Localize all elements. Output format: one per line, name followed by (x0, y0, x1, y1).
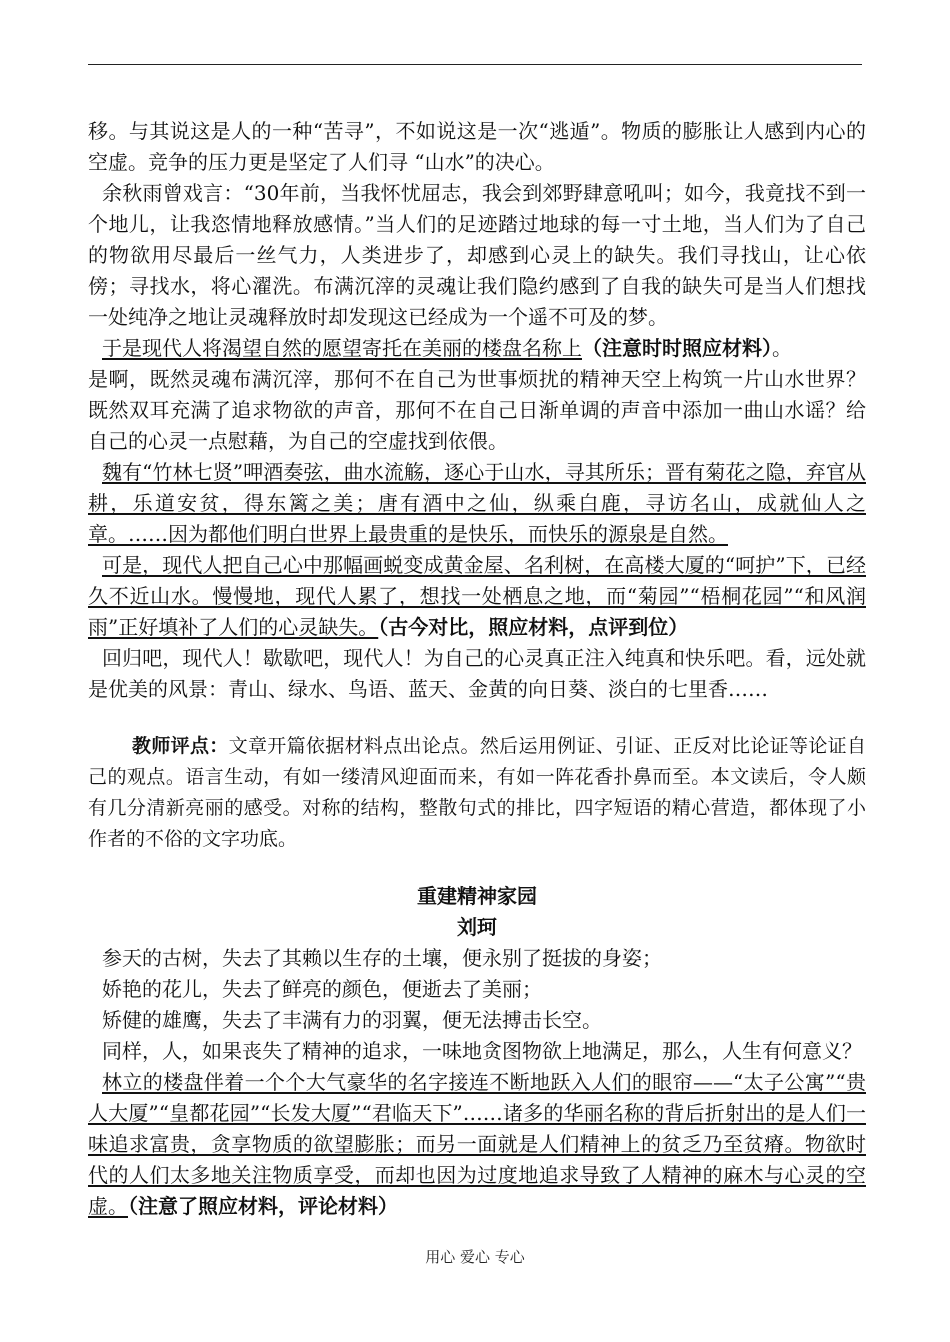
underlined-text: 于是现代人将渴望自然的愿望寄托在美丽的楼盘名称上 (102, 336, 582, 360)
paragraph (88, 457, 866, 550)
teacher-comment-label: 教师评点： (132, 735, 229, 757)
teacher-comment-text: 文章开篇依据材料点出论点。然后运用例证、引证、正反对比论证等论证自己的观点。语言生动，有如一缕清风迎面而来，有如一阵花香扑鼻而至。本文读后，令人颇有几分清新亮丽的感受。对称的结构，整散句式的排比，四字短语的精心营造，都体现了小作者的不俗的文字功底。 (88, 735, 866, 850)
paragraph: 移。与其说这是人的一种“苦寻”，不如说这是一次“逃遁”。物质的膨胀让人感到内心的空虚。竞争的压力更是坚定了人们寻 “山水”的决心。 (88, 119, 866, 174)
paragraph (88, 1067, 866, 1222)
header-rule (88, 64, 862, 65)
inline-comment: （古今对比，照应材料，点评到位） (378, 615, 689, 639)
underlined-text: 魏有“竹林七贤”呷酒奏弦，曲水流觞，逐心于山水，寻其所乐；晋有菊花之隐，弃官从耕，乐道安贫，得东篱之美；唐有酒中之仙，纵乘白鹿，寻访名山，成就仙人之章。……因为都他们明白世界上最贵重的是快乐，而快乐的源泉是自然。 (88, 460, 866, 546)
paragraph (88, 333, 866, 364)
underlined-text: 林立的楼盘伴着一个个大气豪华的名字接连不断地跃入人们的眼帘——“太子公寓”“贵人大厦”“皇都花园”“长发大厦”“君临天下”……诸多的华丽名称的背后折射出的是人们一味追求富贵，贪享物质的欲望膨胀；而另一面就是人们精神上的贫乏乃至贫瘠。物欲时代的人们太多地关注物质享受，而却也因为过度地追求导致了人精神的麻木与心灵的空虚。 (88, 1070, 866, 1218)
paragraph: 是啊，既然灵魂布满沉滓，那何不在自己为世事烦扰的精神天空上构筑一片山水世界？既然双耳充满了追求物欲的声音，那何不在自己日渐单调的声音中添加一曲山水谣？给自己的心灵一点慰藉，为自己的空虚找到依偎。 (88, 367, 866, 453)
underlined-text: 可是，现代人把自己心中那幅画蜕变成黄金屋、名利树，在高楼大厦的“呵护”下，已经久不近山水。慢慢地，现代人累了，想找一处栖息之地，而“菊园”“梧桐花园”“和风润雨”正好填补了人们的心灵缺失。 (88, 553, 866, 639)
paragraph: 矫健的雄鹰，失去了丰满有力的羽翼，便无法搏击长空。 (102, 1008, 602, 1032)
document-body (88, 116, 866, 1222)
teacher-comment (88, 731, 866, 855)
essay-title: 重建精神家园 (417, 884, 537, 908)
paragraph: 参天的古树，失去了其赖以生存的土壤，便永别了挺拔的身姿； (102, 946, 662, 970)
paragraph (88, 550, 866, 643)
paragraph: 娇艳的花儿，失去了鲜亮的颜色，便逝去了美丽； (102, 977, 542, 1001)
page-footer: 用心 爱心 专心 (425, 1248, 525, 1266)
inline-comment: （注意了照应材料，评论材料） (128, 1194, 398, 1218)
paragraph: 余秋雨曾戏言：“30年前，当我怀忧屈志，我会到郊野肆意吼叫；如今，我竟找不到一个地儿，让我恣情地释放感情。”当人们的足迹踏过地球的每一寸土地，当人们为了自己的物欲用尽最后一丝气力，人类进步了，却感到心灵上的缺失。我们寻找山，让心依傍；寻找水，将心濯洗。布满沉滓的灵魂让我们隐约感到了自我的缺失可是当人们想找一处纯净之地让灵魂释放时却发现这已经成为一个遥不可及的梦。 (88, 181, 866, 329)
essay-author: 刘珂 (457, 915, 497, 939)
inline-comment: （注意时时照应材料） (582, 336, 772, 360)
paragraph: 同样，人，如果丧失了精神的追求，一味地贪图物欲上地满足，那么，人生有何意义？ (102, 1039, 862, 1063)
paragraph: 回归吧，现代人！歇歇吧，现代人！为自己的心灵真正注入纯真和快乐吧。看，远处就是优美的风景：青山、绿水、鸟语、蓝天、金黄的向日葵、淡白的七里香…… (88, 646, 866, 701)
punctuation: 。 (772, 336, 792, 360)
